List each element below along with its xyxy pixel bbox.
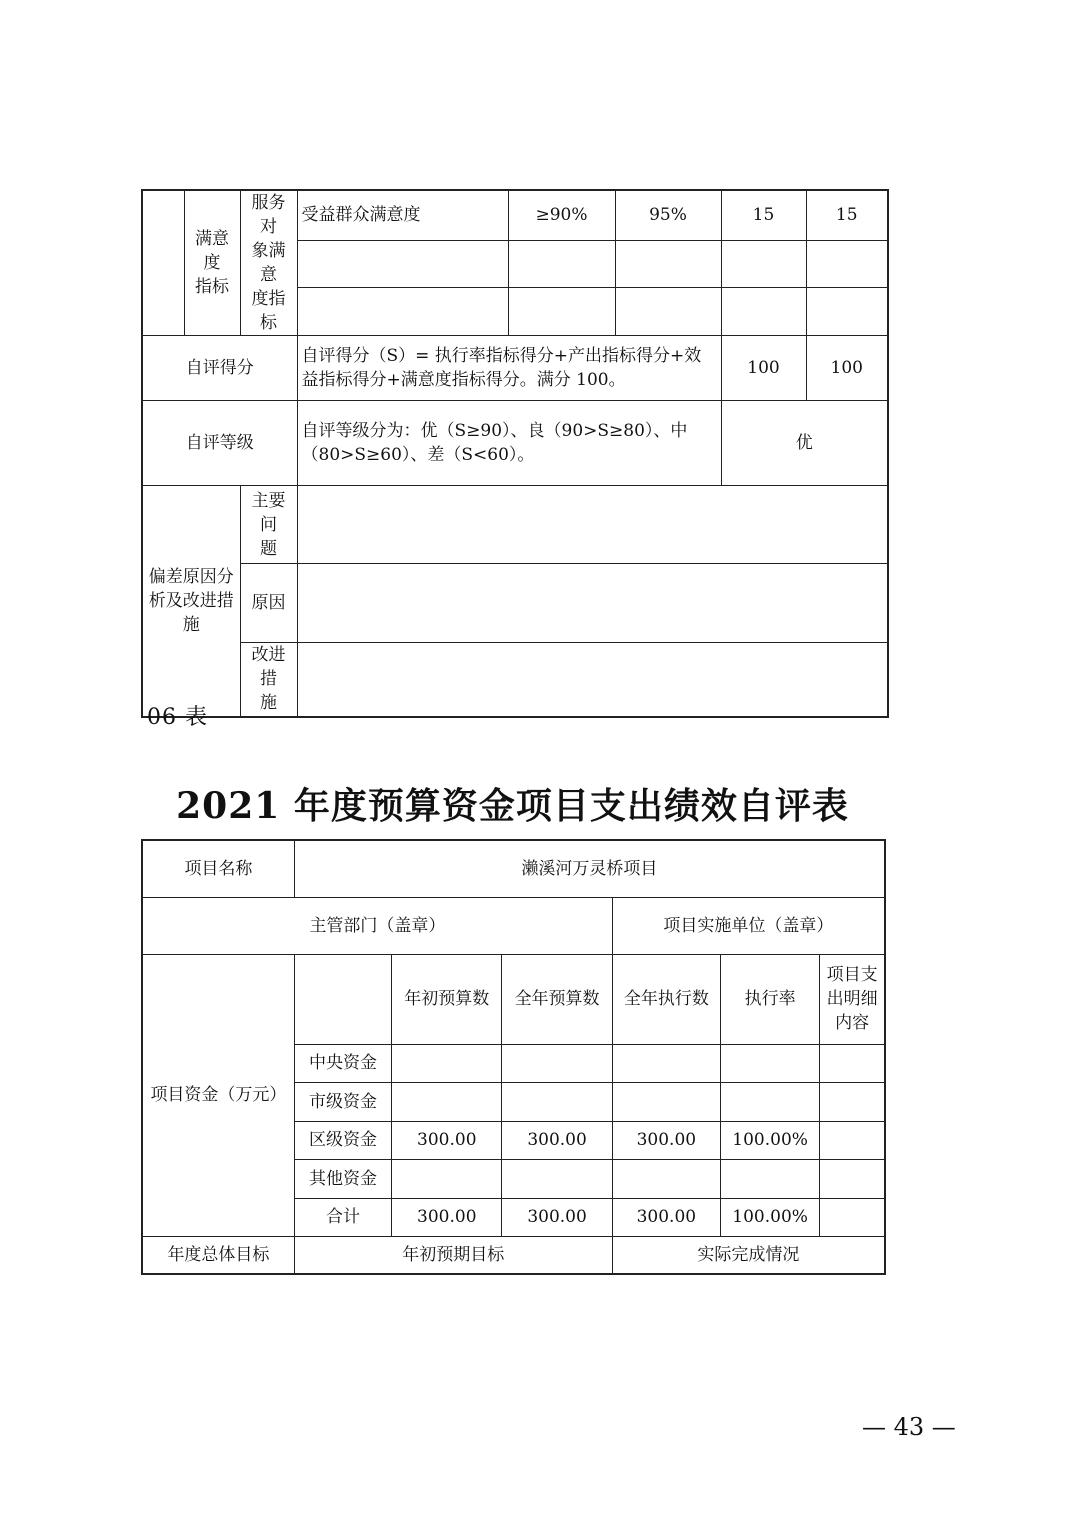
table-label: 06 表 [147, 705, 208, 730]
header-blank [294, 954, 391, 1044]
fund-detail [820, 1121, 885, 1159]
main-issue-content [297, 486, 888, 564]
fund-executed: 300.00 [612, 1121, 720, 1159]
fund-annual [502, 1082, 612, 1121]
self-grade-label: 自评等级 [142, 401, 297, 486]
fund-executed [612, 1082, 720, 1121]
fund-rate [720, 1044, 819, 1082]
indicator-target: ≥90% [508, 190, 615, 240]
fund-initial [392, 1159, 502, 1198]
fund-annual [502, 1159, 612, 1198]
improvement-label: 改进措 施 [240, 643, 297, 717]
indicator-target [508, 240, 615, 288]
indicator-name: 受益群众满意度 [297, 190, 508, 240]
reason-content [297, 564, 888, 643]
evaluation-table-continued [141, 189, 889, 718]
fund-executed [612, 1159, 720, 1198]
self-score-label: 自评得分 [142, 336, 297, 401]
fund-initial: 300.00 [392, 1121, 502, 1159]
indicator-score: 15 [806, 190, 888, 240]
indicator-score [806, 240, 888, 288]
indicator-weight [721, 240, 806, 288]
fund-initial [392, 1082, 502, 1121]
header-executed: 全年执行数 [612, 954, 720, 1044]
fund-row-name: 合计 [294, 1198, 391, 1236]
category-spacer-cell [142, 190, 184, 336]
main-issue-label: 主要问 题 [240, 486, 297, 564]
indicator-weight: 15 [721, 190, 806, 240]
fund-annual: 300.00 [502, 1121, 612, 1159]
indicator-target [508, 288, 615, 336]
improvement-content [297, 643, 888, 717]
indicator-name [297, 288, 508, 336]
indicator-weight [721, 288, 806, 336]
fund-detail [820, 1044, 885, 1082]
fund-annual [502, 1044, 612, 1082]
self-grade-value: 优 [721, 401, 888, 486]
indicator-actual [615, 240, 721, 288]
fund-rate: 100.00% [720, 1121, 819, 1159]
project-name-value: 濑溪河万灵桥项目 [294, 840, 885, 897]
fund-detail [820, 1198, 885, 1236]
indicator-actual [615, 288, 721, 336]
indicator-score [806, 288, 888, 336]
unit-label: 项目实施单位（盖章） [612, 897, 885, 954]
funds-table [141, 839, 886, 1275]
fund-initial [392, 1044, 502, 1082]
fund-detail [820, 1082, 885, 1121]
deviation-label: 偏差原因分 析及改进措 施 [142, 486, 240, 717]
fund-executed: 300.00 [612, 1198, 720, 1236]
dept-label: 主管部门（盖章） [142, 897, 612, 954]
self-score-value: 100 [806, 336, 888, 401]
page-number: — 43 — [862, 1413, 956, 1441]
fund-detail [820, 1159, 885, 1198]
satisfaction-subcategory: 服务对 象满意 度指标 [240, 190, 297, 336]
header-initial-budget: 年初预算数 [392, 954, 502, 1044]
actual-completion-label: 实际完成情况 [612, 1236, 885, 1274]
satisfaction-category: 满意 度 指标 [184, 190, 240, 336]
self-score-description: 自评得分（S）= 执行率指标得分+产出指标得分+效益指标得分+满意度指标得分。满分 100。 [297, 336, 721, 401]
indicator-name [297, 240, 508, 288]
fund-rate [720, 1082, 819, 1121]
reason-label: 原因 [240, 564, 297, 643]
fund-annual: 300.00 [502, 1198, 612, 1236]
fund-initial: 300.00 [392, 1198, 502, 1236]
fund-rate: 100.00% [720, 1198, 819, 1236]
funds-label: 项目资金（万元） [142, 954, 294, 1236]
fund-row-name: 其他资金 [294, 1159, 391, 1198]
page-title: 2021 年度预算资金项目支出绩效自评表 [176, 785, 849, 827]
annual-goal-label: 年度总体目标 [142, 1236, 294, 1274]
fund-rate [720, 1159, 819, 1198]
self-score-weight: 100 [721, 336, 806, 401]
fund-row-name: 中央资金 [294, 1044, 391, 1082]
indicator-actual: 95% [615, 190, 721, 240]
header-detail: 项目支 出明细 内容 [820, 954, 885, 1044]
header-annual-budget: 全年预算数 [502, 954, 612, 1044]
planned-goal-label: 年初预期目标 [294, 1236, 612, 1274]
fund-executed [612, 1044, 720, 1082]
project-name-label: 项目名称 [142, 840, 294, 897]
fund-row-name: 市级资金 [294, 1082, 391, 1121]
self-grade-description: 自评等级分为：优（S≥90）、良（90>S≥80）、中（80>S≥60）、差（S<60）。 [297, 401, 721, 486]
header-rate: 执行率 [720, 954, 819, 1044]
fund-row-name: 区级资金 [294, 1121, 391, 1159]
